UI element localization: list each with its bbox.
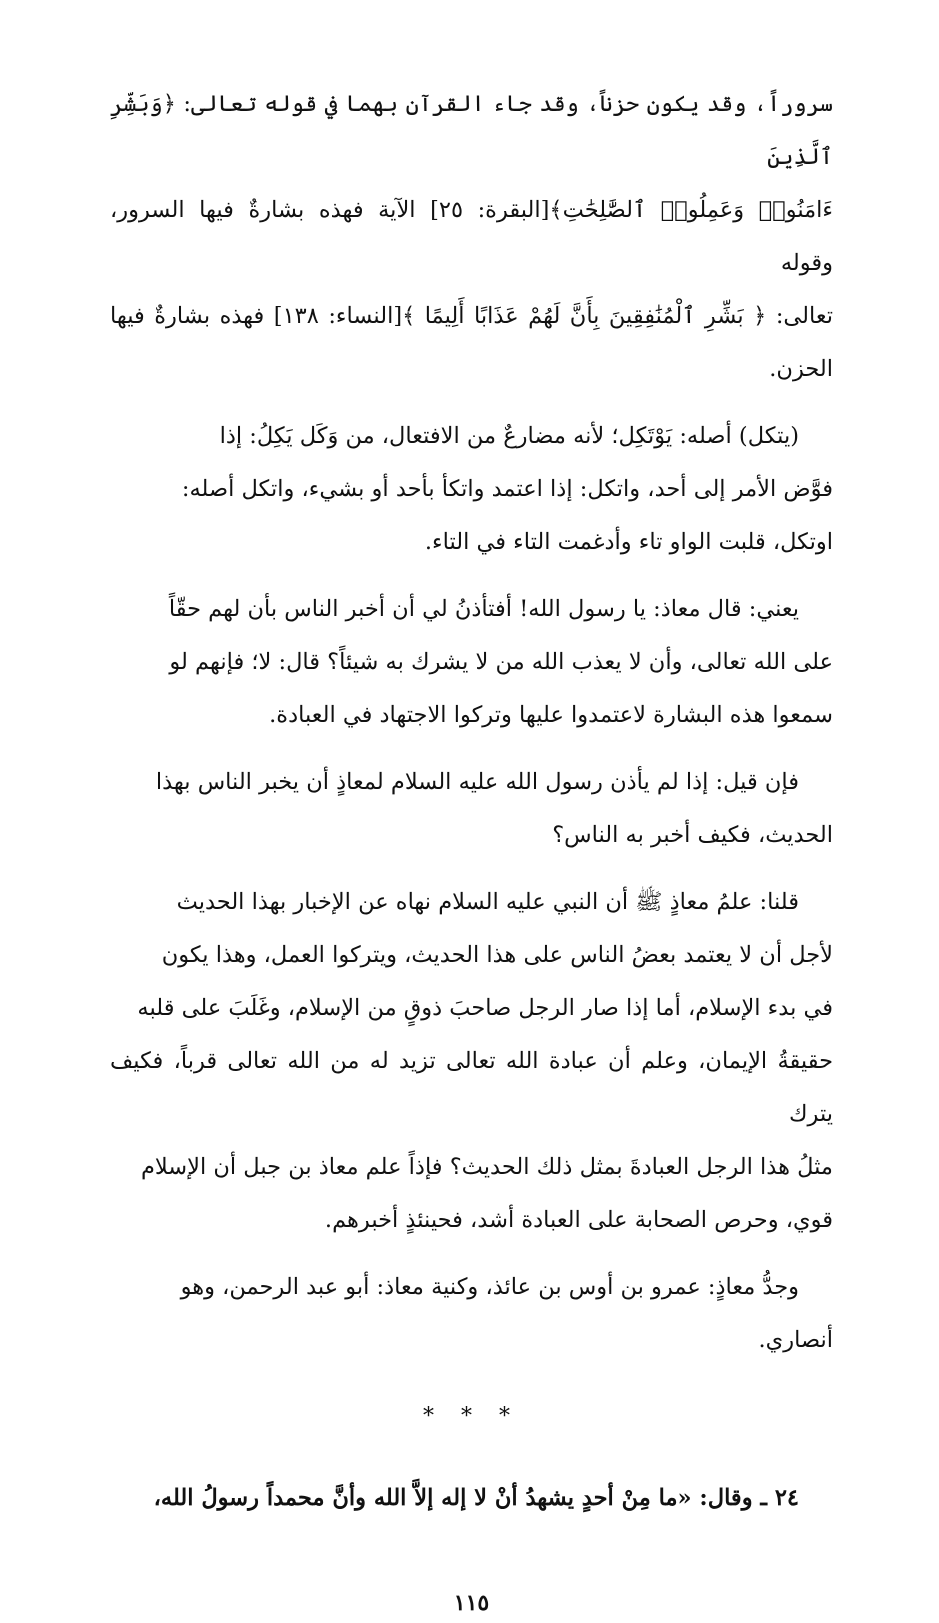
paragraph-answer: [110, 876, 833, 1247]
text-line: قوي، وحرص الصحابة على العبادة أشد، فحينئذٍ أخبرهم.: [324, 1207, 833, 1233]
text-line: سمعوا هذه البشارة لاعتمدوا عليها وتركوا الاجتهاد في العبادة.: [269, 702, 833, 728]
paragraph-yani: [110, 583, 833, 742]
page-number: ١١٥: [453, 1590, 490, 1616]
paragraph-bushra: [110, 78, 833, 396]
text-line: لأجل أن لا يعتمد بعضُ الناس على هذا الحديث، ويتركوا العمل، وهذا يكون: [161, 942, 833, 968]
hadith-heading: ٢٤ ـ وقال: «ما مِنْ أحدٍ يشهدُ أنْ لا إله إلاَّ الله وأنَّ محمداً رسولُ الله،: [153, 1485, 799, 1511]
paragraph-lineage: [110, 1261, 833, 1367]
text-line: مثلُ هذا الرجل العبادةَ بمثل ذلك الحديث؟ فإذاً علم معاذ بن جبل أن الإسلام: [140, 1154, 833, 1180]
section-separator: * * *: [423, 1404, 520, 1429]
text-line: فإن قيل: إذا لم يأذن رسول الله عليه السلام لمعاذٍ أن يخبر الناس بهذا: [155, 769, 799, 795]
text-line: يعني: قال معاذ: يا رسول الله! أفتأذنُ لي أن أخبر الناس بأن لهم حقّاً: [168, 596, 799, 622]
paragraph-question: [110, 756, 833, 862]
text-line: أنصاري.: [758, 1327, 833, 1353]
text-line: في بدء الإسلام، أما إذا صار الرجل صاحبَ ذوقٍ من الإسلام، وغَلَبَ على قلبه: [137, 995, 833, 1021]
text-line: حقيقةُ الإيمان، وعلم أن عبادة الله تعالى تزيد له من الله تعالى قرباً، فكيف يترك: [110, 1048, 833, 1127]
text-line: وجدُّ معاذٍ: عمرو بن أوس بن عائذ، وكنية معاذ: أبو عبد الرحمن، وهو: [180, 1274, 799, 1300]
text-line: تعالى: ﴿ بَشِّرِ ٱلْمُنَٰفِقِينَ بِأَنَّ لَهُمْ عَذَابًا أَلِيمًا ﴾[النساء: ١٣٨] فهذه بشارةٌ فيها الحزن.: [110, 303, 834, 382]
text-line: ءَامَنُوا۟ وَعَمِلُوا۟ ٱلصَّٰلِحَٰتِ﴾[البقرة: ٢٥] الآية فهذه بشارةٌ فيها السرور، وقوله: [110, 197, 833, 276]
text-line: الحديث، فكيف أخبر به الناس؟: [552, 822, 833, 848]
document-page: [110, 78, 833, 1623]
text-line: على الله تعالى، وأن لا يعذب الله من لا يشرك به شيئاً؟ قال: لا؛ فإنهم لو: [169, 649, 833, 675]
text-line: قلنا: علمُ معاذٍ ﷺ أن النبي عليه السلام نهاه عن الإخبار بهذا الحديث: [176, 889, 799, 915]
text-line: سروراً، وقد يكون حزناً، وقد جاء القرآن بهما في قوله تعالى: ﴿وَبَشِّرِ ٱلَّذِينَ: [110, 91, 833, 170]
text-line: فوَّض الأمر إلى أحد، واتكل: إذا اعتمد واتكأ بأحد أو بشيء، واتكل أصله:: [181, 476, 833, 502]
text-line: (يتكل) أصله: يَوْتَكِل؛ لأنه مضارعٌ من الافتعال، من وَكَل يَكِلُ: إذا: [219, 423, 799, 449]
paragraph-yattakil: [110, 410, 833, 569]
text-line: اوتكل، قلبت الواو تاء وأدغمت التاء في التاء.: [424, 529, 833, 555]
